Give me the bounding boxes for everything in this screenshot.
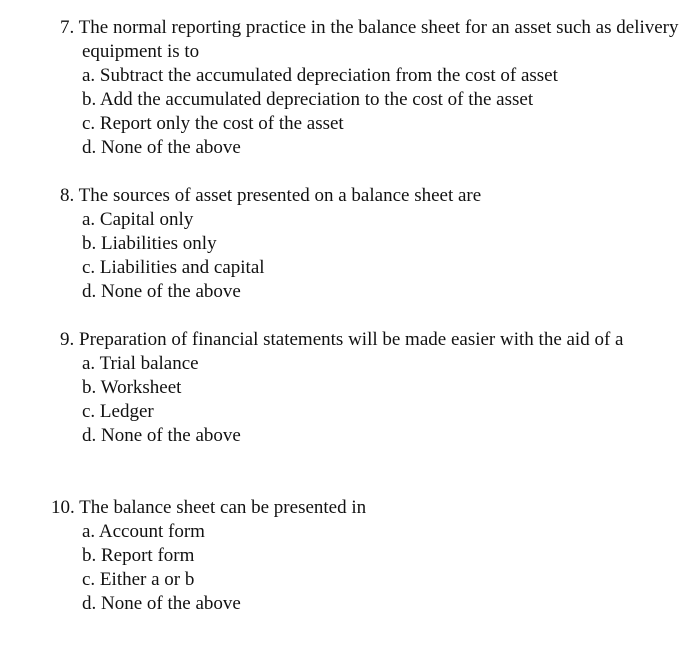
- answer-option-b: b. Liabilities only: [82, 233, 217, 254]
- answer-option-c: c. Report only the cost of the asset: [82, 113, 344, 134]
- answer-option-c: c. Ledger: [82, 401, 154, 422]
- question-number: 8.: [60, 185, 75, 206]
- answer-options: [60, 208, 680, 304]
- question-7: [60, 16, 680, 160]
- answer-option-c: c. Either a or b: [82, 569, 195, 590]
- answer-option-b: b. Report form: [82, 545, 195, 566]
- question-stem: [60, 328, 680, 352]
- question-9: [60, 328, 680, 448]
- answer-option-b: b. Add the accumulated depreciation to the cost of the asset: [82, 89, 534, 110]
- question-number: 10.: [51, 497, 75, 518]
- answer-option-a: a. Account form: [82, 521, 205, 542]
- answer-options: [60, 64, 680, 160]
- answer-option-c: c. Liabilities and capital: [82, 257, 265, 278]
- answer-options: [60, 352, 680, 448]
- question-text: The normal reporting practice in the balance sheet for an asset such as delivery equipment is to: [78, 17, 679, 62]
- question-number: 9.: [60, 329, 75, 350]
- question-stem: [60, 16, 680, 64]
- answer-options: [60, 520, 680, 616]
- answer-option-d: d. None of the above: [82, 281, 241, 302]
- question-text: Preparation of financial statements will be made easier with the aid of a: [79, 329, 624, 350]
- answer-option-a: a. Capital only: [82, 209, 194, 230]
- answer-option-a: a. Subtract the accumulated depreciation from the cost of asset: [82, 65, 558, 86]
- question-stem: [51, 496, 680, 520]
- answer-option-d: d. None of the above: [82, 593, 241, 614]
- question-10: [51, 496, 680, 616]
- question-stem: [60, 184, 680, 208]
- question-8: [60, 184, 680, 304]
- question-number: 7.: [60, 17, 75, 38]
- question-text: The sources of asset presented on a balance sheet are: [78, 185, 482, 206]
- answer-option-d: d. None of the above: [82, 137, 241, 158]
- question-text: The balance sheet can be presented in: [79, 497, 367, 518]
- answer-option-b: b. Worksheet: [82, 377, 182, 398]
- answer-option-d: d. None of the above: [82, 425, 241, 446]
- answer-option-a: a. Trial balance: [82, 353, 199, 374]
